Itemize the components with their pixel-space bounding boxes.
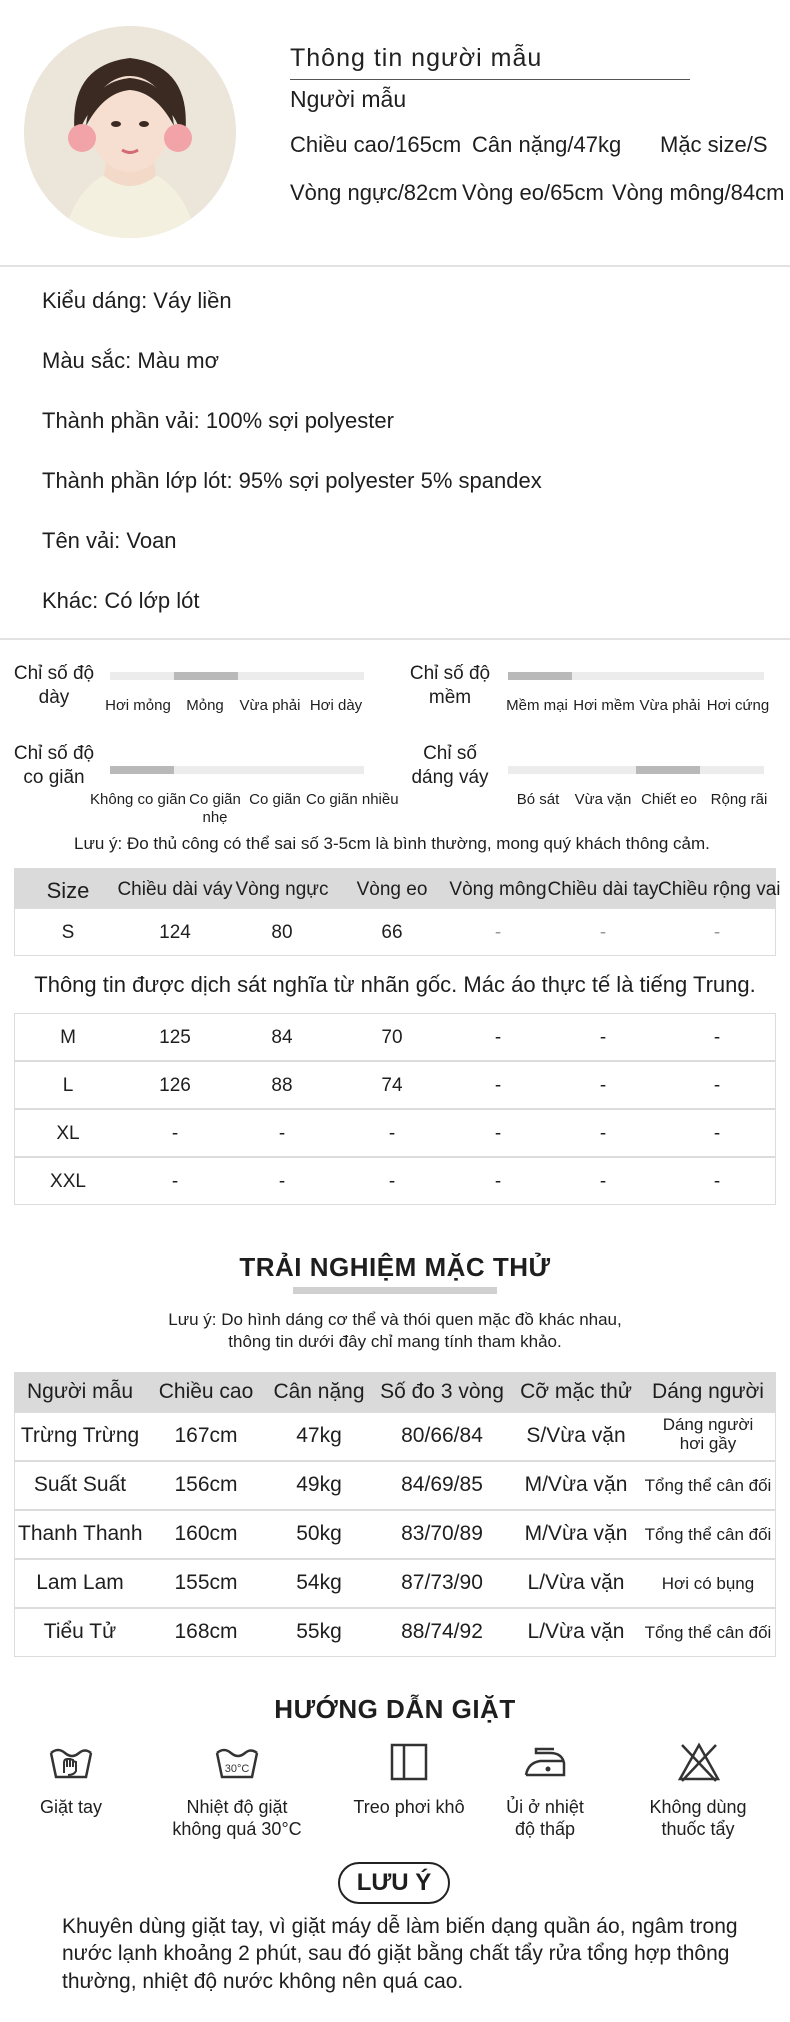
notice-text: Khuyên dùng giặt tay, vì giặt máy dễ làm biến dạng quần áo, ngâm trong nước lạnh khoảng 2 phút, sau đó giặt bằng chất tẩy rửa tổng hợp thông thường, nhiệt độ nước không nên quá cao. bbox=[62, 1915, 738, 1993]
model-weight: Cân nặng/47kg bbox=[472, 132, 622, 157]
size-cell: - bbox=[171, 1123, 179, 1144]
tryon-cell: 155cm bbox=[174, 1571, 238, 1594]
softness-option: Vừa phải bbox=[639, 697, 701, 714]
size-cell: 124 bbox=[159, 922, 191, 943]
tryon-cell: Trừng Trừng bbox=[20, 1424, 140, 1447]
tryon-header-cell: Chiều cao bbox=[158, 1380, 254, 1403]
softness-option: Mềm mại bbox=[506, 697, 568, 714]
tryon-cell: Lam Lam bbox=[36, 1571, 124, 1594]
model-hip: Vòng mông/84cm bbox=[612, 180, 785, 205]
model-height: Chiều cao/165cm bbox=[290, 132, 462, 157]
tryon-cell: Tiểu Tử bbox=[43, 1620, 117, 1643]
size-cell: - bbox=[599, 1075, 607, 1096]
tryon-header-cell: Cân nặng bbox=[273, 1380, 365, 1403]
tryon-cell: 156cm bbox=[174, 1473, 238, 1496]
tryon-cell: M/Vừa vặn bbox=[524, 1522, 628, 1545]
size-cell: 88 bbox=[271, 1075, 293, 1096]
tryon-cell: 50kg bbox=[296, 1522, 342, 1545]
tryon-cell: Tổng thể cân đối bbox=[644, 1525, 772, 1544]
tryon-cell: Tổng thể cân đối bbox=[644, 1623, 772, 1642]
size-cell: - bbox=[388, 1171, 396, 1192]
size-header-cell: Chiều dài tay bbox=[547, 879, 659, 900]
tryon-cell: 84/69/85 bbox=[401, 1473, 483, 1496]
stretch-option: Co giãn nhẹ bbox=[189, 791, 241, 826]
model-subtitle: Người mẫu bbox=[290, 86, 407, 112]
softness-level bbox=[508, 672, 572, 680]
fit-option: Chiết eo bbox=[641, 791, 697, 808]
thickness-option: Hơi dày bbox=[309, 697, 363, 714]
softness-option: Hơi mềm bbox=[573, 697, 635, 714]
notice-title: LƯU Ý bbox=[338, 1862, 450, 1904]
size-header-cell: Chiều dài váy bbox=[117, 879, 233, 900]
tryon-cell: 83/70/89 bbox=[401, 1522, 483, 1545]
wash-title: HƯỚNG DẪN GIẶT bbox=[274, 1694, 516, 1724]
size-cell: - bbox=[713, 1123, 721, 1144]
size-cell: - bbox=[713, 1075, 721, 1096]
size-header-cell: Chiều rộng vai bbox=[658, 879, 781, 900]
title-underline bbox=[290, 79, 690, 80]
size-cell: - bbox=[713, 1027, 721, 1048]
tryon-cell: Tổng thể cân đối bbox=[644, 1476, 772, 1495]
wash-label: Ủi ở nhiệt độ thấp bbox=[506, 1797, 584, 1839]
size-cell: - bbox=[599, 922, 607, 943]
tryon-cell: 54kg bbox=[296, 1571, 342, 1594]
size-cell: 84 bbox=[271, 1027, 293, 1048]
size-cell: M bbox=[60, 1027, 76, 1048]
thickness-level bbox=[174, 672, 238, 680]
stretch-option: Co giãn nhiều bbox=[306, 791, 399, 808]
iron-low-icon bbox=[522, 1741, 568, 1783]
thickness-option: Mỏng bbox=[186, 697, 224, 714]
size-cell: XL bbox=[56, 1123, 80, 1144]
tryon-cell: S/Vừa vặn bbox=[526, 1424, 626, 1447]
tryon-cell: Thanh Thanh bbox=[18, 1522, 143, 1545]
size-cell: - bbox=[494, 1027, 502, 1048]
no-bleach-icon bbox=[676, 1741, 722, 1783]
model-size: Mặc size/S bbox=[660, 132, 768, 157]
tryon-header-cell: Số đo 3 vòng bbox=[380, 1380, 504, 1403]
size-cell: - bbox=[599, 1171, 607, 1192]
tryon-cell: 88/74/92 bbox=[401, 1620, 483, 1643]
size-cell: - bbox=[278, 1123, 286, 1144]
size-header-cell: Vòng eo bbox=[356, 879, 428, 900]
model-waist: Vòng eo/65cm bbox=[462, 180, 604, 205]
attr-style: Kiểu dáng: Váy liền bbox=[42, 288, 232, 313]
size-cell: L bbox=[62, 1075, 74, 1096]
size-cell: - bbox=[494, 1123, 502, 1144]
thickness-option: Vừa phải bbox=[239, 697, 301, 714]
translation-note: Thông tin được dịch sát nghĩa từ nhãn gốc. Mác áo thực tế là tiếng Trung. bbox=[34, 972, 756, 997]
svg-text:30°C: 30°C bbox=[224, 1763, 250, 1775]
softness-option: Hơi cứng bbox=[706, 697, 770, 714]
fit-option: Rộng rãi bbox=[710, 791, 768, 808]
wash-label: Nhiệt độ giặt không quá 30°C bbox=[172, 1797, 302, 1839]
wash-label: Treo phơi khô bbox=[353, 1797, 465, 1817]
attr-fabric: Thành phần vải: 100% sợi polyester bbox=[42, 408, 394, 433]
fit-track bbox=[508, 766, 764, 774]
size-cell: - bbox=[713, 1171, 721, 1192]
fit-option: Bó sát bbox=[516, 791, 560, 808]
size-cell: - bbox=[388, 1123, 396, 1144]
stretch-label: Chỉ số độ co giãn bbox=[13, 743, 95, 788]
softness-label: Chỉ số độ mềm bbox=[409, 663, 491, 708]
stretch-level bbox=[110, 766, 174, 774]
tryon-header-cell: Dáng người bbox=[652, 1380, 764, 1403]
size-cell: S bbox=[61, 922, 75, 943]
size-cell: - bbox=[171, 1171, 179, 1192]
divider bbox=[0, 638, 790, 640]
tryon-cell: 80/66/84 bbox=[401, 1424, 483, 1447]
tryon-title-bar bbox=[293, 1287, 497, 1294]
size-cell: - bbox=[494, 922, 502, 943]
size-cell: 80 bbox=[271, 922, 293, 943]
attr-fabric-name: Tên vải: Voan bbox=[42, 528, 177, 553]
tryon-cell: L/Vừa vặn bbox=[527, 1620, 625, 1643]
tryon-cell: M/Vừa vặn bbox=[524, 1473, 628, 1496]
model-bust: Vòng ngực/82cm bbox=[290, 180, 458, 205]
tryon-cell: 47kg bbox=[296, 1424, 342, 1447]
size-cell: - bbox=[494, 1075, 502, 1096]
wash-label: Không dùng thuốc tẩy bbox=[649, 1797, 747, 1839]
size-cell: XXL bbox=[50, 1171, 86, 1192]
tryon-cell: 168cm bbox=[174, 1620, 238, 1643]
tryon-cell: Dáng người hơi gầy bbox=[662, 1415, 754, 1453]
size-cell: 125 bbox=[159, 1027, 191, 1048]
tryon-title: TRẢI NGHIỆM MẶC THỬ bbox=[239, 1252, 551, 1282]
size-cell: - bbox=[278, 1171, 286, 1192]
size-cell: - bbox=[599, 1123, 607, 1144]
thickness-track bbox=[110, 672, 364, 680]
size-header-cell: Vòng ngực bbox=[235, 879, 329, 900]
tryon-cell: Suất Suất bbox=[33, 1473, 127, 1496]
thickness-option: Hơi mỏng bbox=[105, 697, 171, 714]
size-cell: 70 bbox=[381, 1027, 403, 1048]
size-header-cell: Size bbox=[46, 878, 90, 903]
hand-wash-icon bbox=[48, 1741, 94, 1783]
attr-color: Màu sắc: Màu mơ bbox=[42, 348, 220, 373]
tryon-header-cell: Người mẫu bbox=[26, 1380, 134, 1403]
model-title: Thông tin người mẫu bbox=[290, 44, 543, 72]
fit-option: Vừa vặn bbox=[574, 791, 632, 808]
attr-other: Khác: Có lớp lót bbox=[42, 588, 200, 613]
size-header-cell: Vòng mông bbox=[449, 879, 547, 900]
size-cell: - bbox=[713, 922, 721, 943]
size-cell: - bbox=[599, 1027, 607, 1048]
tryon-header-cell: Cỡ mặc thử bbox=[520, 1380, 632, 1403]
tryon-cell: 55kg bbox=[296, 1620, 342, 1643]
stretch-option: Co giãn bbox=[249, 791, 301, 808]
tryon-cell: 167cm bbox=[174, 1424, 238, 1447]
tryon-note: Lưu ý: Do hình dáng cơ thể và thói quen mặc đồ khác nhau, thông tin dưới đây chỉ mang tính tham khảo. bbox=[168, 1310, 622, 1352]
wash-30-icon bbox=[214, 1741, 260, 1783]
tryon-cell: Hơi có bụng bbox=[661, 1574, 755, 1593]
softness-track bbox=[508, 672, 764, 680]
tryon-cell: 160cm bbox=[174, 1522, 238, 1545]
fit-level bbox=[636, 766, 700, 774]
stretch-option: Không co giãn bbox=[90, 791, 186, 808]
size-cell: 74 bbox=[381, 1075, 403, 1096]
divider bbox=[0, 265, 790, 267]
tryon-cell: L/Vừa vặn bbox=[527, 1571, 625, 1594]
tryon-cell: 87/73/90 bbox=[401, 1571, 483, 1594]
measure-note: Lưu ý: Đo thủ công có thể sai số 3-5cm là bình thường, mong quý khách thông cảm. bbox=[74, 834, 710, 853]
line-dry-icon bbox=[386, 1741, 432, 1783]
stretch-track bbox=[110, 766, 364, 774]
wash-label: Giặt tay bbox=[39, 1797, 103, 1817]
fit-label: Chỉ số dáng váy bbox=[411, 743, 489, 788]
tryon-cell: 49kg bbox=[296, 1473, 342, 1496]
model-photo bbox=[24, 26, 236, 238]
size-cell: 66 bbox=[381, 922, 403, 943]
thickness-label: Chỉ số độ dày bbox=[13, 663, 95, 708]
attr-lining: Thành phần lớp lót: 95% sợi polyester 5% spandex bbox=[42, 468, 542, 493]
size-cell: - bbox=[494, 1171, 502, 1192]
size-cell: 126 bbox=[159, 1075, 191, 1096]
